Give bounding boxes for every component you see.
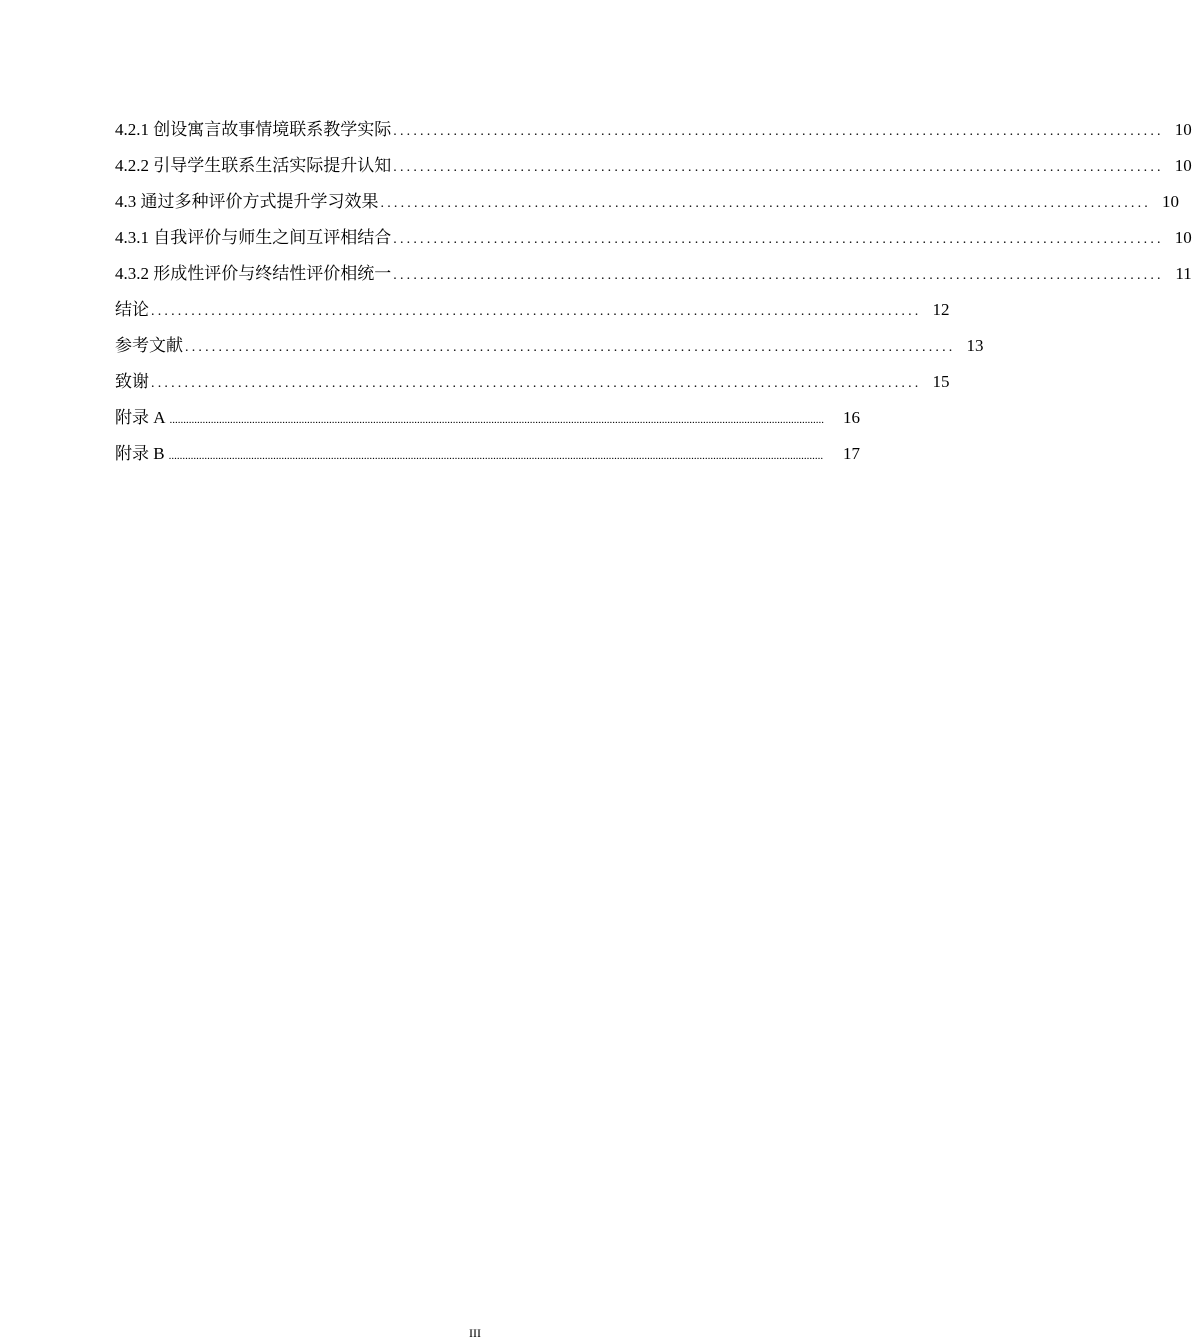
toc-entry-4-3[interactable] xyxy=(115,184,1179,220)
toc-entry-page: 15 xyxy=(932,372,950,391)
dot-leader: ................................................................................................................... xyxy=(380,196,1151,211)
dot-leader: ................................................................................................................... xyxy=(185,340,956,355)
toc-entry-label: 附录 A xyxy=(115,408,166,427)
toc-entry-4-3-2[interactable] xyxy=(115,256,1192,292)
toc-entry-label: 4.3.2 形成性评价与终结性评价相统一 xyxy=(115,264,392,283)
toc-entry-label: 附录 B xyxy=(115,444,165,463)
dot-leader: .............................................................................................................................................................................................................................................. xyxy=(168,450,824,462)
toc-entry-label: 致谢 xyxy=(115,372,149,391)
toc-entry-label: 4.3.1 自我评价与师生之间互评相结合 xyxy=(115,228,392,247)
toc-entry-conclusion[interactable] xyxy=(115,292,950,328)
toc-entry-references[interactable] xyxy=(115,328,984,364)
toc-entry-page: 16 xyxy=(843,408,860,427)
toc-entry-label: 4.2.2 引导学生联系生活实际提升认知 xyxy=(115,156,392,175)
dot-leader: ................................................................................................................... xyxy=(393,124,1164,139)
toc-entry-page: 10 xyxy=(1174,156,1192,175)
toc-entry-label: 4.3 通过多种评价方式提升学习效果 xyxy=(115,192,379,211)
toc-entry-page: 11 xyxy=(1175,264,1192,283)
dot-leader: ................................................................................................................... xyxy=(393,232,1164,247)
toc-entry-label: 结论 xyxy=(115,300,149,319)
toc-entry-page: 17 xyxy=(843,444,860,463)
page-number-footer: III xyxy=(469,1326,481,1340)
toc-entry-4-3-1[interactable] xyxy=(115,220,1192,256)
dot-leader: ................................................................................................................... xyxy=(393,160,1164,175)
dot-leader: .............................................................................................................................................................................................................................................. xyxy=(169,414,825,426)
toc-entry-appendix-a[interactable] xyxy=(115,400,860,436)
toc-entry-page: 10 xyxy=(1174,228,1192,247)
toc-entry-4-2-1[interactable] xyxy=(115,112,1192,148)
toc-entry-label: 4.2.1 创设寓言故事情境联系教学实际 xyxy=(115,120,392,139)
dot-leader: ................................................................................................................... xyxy=(151,304,922,319)
table-of-contents xyxy=(115,112,1192,472)
toc-entry-page: 13 xyxy=(966,336,984,355)
dot-leader: ................................................................................................................... xyxy=(151,376,922,391)
toc-entry-page: 10 xyxy=(1162,192,1179,211)
toc-entry-acknowledgements[interactable] xyxy=(115,364,950,400)
toc-entry-page: 10 xyxy=(1174,120,1192,139)
toc-entry-appendix-b[interactable] xyxy=(115,436,860,472)
dot-leader: ................................................................................................................... xyxy=(393,268,1164,283)
toc-entry-label: 参考文献 xyxy=(115,336,183,355)
toc-entry-4-2-2[interactable] xyxy=(115,148,1192,184)
toc-entry-page: 12 xyxy=(932,300,950,319)
